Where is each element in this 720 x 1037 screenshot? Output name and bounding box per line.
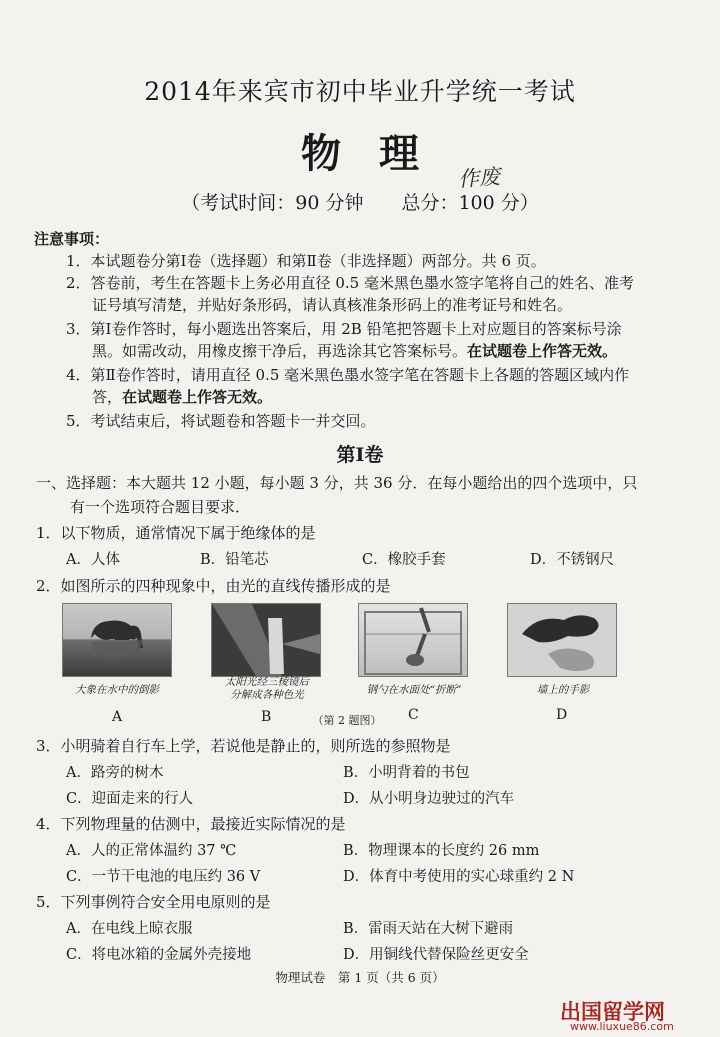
section-instruction: 一、选择题：本大题共 12 小题，每小题 3 分，共 36 分．在每小题给出的四个选项中，只 bbox=[36, 474, 638, 492]
note-number: 1． bbox=[66, 252, 91, 270]
note-text: 考试结束后，将试题卷和答题卡一并交回。 bbox=[90, 412, 376, 430]
question-3-stem: 3．小明骑着自行车上学，若说他是静止的，则所选的参照物是 bbox=[36, 737, 451, 755]
note-text: 本试题卷分第Ⅰ卷（选择题）和第Ⅱ卷（非选择题）两部分。共 6 页。 bbox=[90, 252, 546, 270]
figure-a-caption: 大象在水中的倒影 bbox=[75, 684, 159, 696]
figure-c-letter: C bbox=[408, 707, 419, 723]
figure-d-caption: 墙上的手影 bbox=[536, 684, 590, 696]
note-text: 第Ⅰ卷作答时，每小题选出答案后，用 2B 铅笔把答题卡上对应题目的答案标号涂 bbox=[90, 320, 622, 338]
q3-option-b: B．小明背着的书包 bbox=[343, 765, 470, 781]
q4-option-c: C．一节干电池的电压约 36 V bbox=[66, 869, 261, 885]
figure-b-letter: B bbox=[261, 709, 272, 725]
note-item-1 bbox=[66, 250, 546, 272]
q3-option-a: A．路旁的树木 bbox=[66, 765, 164, 781]
question-1-stem: 1．以下物质，通常情况下属于绝缘体的是 bbox=[36, 524, 316, 542]
watermark-brand: 出国留学网 bbox=[560, 1000, 665, 1024]
hand-shadow-icon bbox=[508, 604, 616, 676]
note-item-3 bbox=[66, 318, 622, 340]
part-title: 第Ⅰ卷 bbox=[336, 444, 384, 466]
note-text: 答卷前，考生在答题卡上务必用直径 0.5 毫米黑色墨水签字笔将自己的姓名、准考 bbox=[90, 274, 634, 292]
note-item-3-cont bbox=[92, 340, 617, 362]
note-text: 黑。如需改动，用橡皮擦干净后，再选涂其它答案标号。 bbox=[92, 342, 468, 360]
q1-option-a: A．人体 bbox=[66, 552, 120, 568]
question-5-stem: 5．下列事例符合安全用电原则的是 bbox=[36, 893, 271, 911]
q4-option-a: A．人的正常体温约 37 ℃ bbox=[66, 843, 237, 859]
note-item-2 bbox=[66, 272, 634, 294]
figure-a-letter: A bbox=[112, 709, 123, 725]
figure-c-spoon-photo bbox=[358, 603, 468, 677]
note-item-5 bbox=[66, 410, 376, 432]
exam-info: （考试时间：90 分钟 总分：100 分） bbox=[181, 192, 539, 214]
figure-b-prism-photo bbox=[211, 603, 321, 677]
subject-title: 物理 bbox=[301, 130, 457, 177]
figure-a-elephant-photo bbox=[62, 603, 172, 677]
note-number: 4． bbox=[66, 366, 91, 384]
prism-icon bbox=[212, 604, 320, 676]
q1-option-b: B．铅笔芯 bbox=[200, 552, 269, 568]
note-bold-warning: 在试题卷上作答无效。 bbox=[122, 388, 273, 406]
notes-heading: 注意事项： bbox=[34, 230, 110, 248]
q5-option-d: D．用铜线代替保险丝更安全 bbox=[343, 947, 529, 963]
figure-c-caption: 钢勺在水面处“折断” bbox=[366, 684, 462, 696]
figure-d-letter: D bbox=[556, 707, 568, 723]
note-item-2-cont: 证号填写清楚，并贴好条形码，请认真核准条形码上的准考证号和姓名。 bbox=[92, 296, 573, 314]
figure-d-hand-shadow-photo bbox=[507, 603, 617, 677]
q5-option-c: C．将电冰箱的金属外壳接地 bbox=[66, 947, 252, 963]
page-footer: 物理试卷 第 1 页（共 6 页） bbox=[275, 970, 445, 985]
section-instruction-cont: 有一个选项符合题目要求． bbox=[70, 498, 251, 516]
exam-title: 2014年来宾市初中毕业升学统一考试 bbox=[144, 77, 576, 106]
note-bold-warning: 在试题卷上作答无效。 bbox=[467, 342, 618, 360]
figure-label: （第 2 题图） bbox=[312, 714, 382, 727]
q5-option-a: A．在电线上晾衣服 bbox=[66, 921, 193, 937]
question-4-stem: 4．下列物理量的估测中，最接近实际情况的是 bbox=[36, 815, 346, 833]
note-number: 3． bbox=[66, 320, 91, 338]
q3-option-c: C．迎面走来的行人 bbox=[66, 791, 194, 807]
spoon-icon bbox=[359, 604, 467, 676]
question-2-stem: 2．如图所示的四种现象中，由光的直线传播形成的是 bbox=[36, 577, 391, 595]
figure-b-caption-line2: 分解成各种色光 bbox=[230, 689, 304, 701]
note-item-4-cont bbox=[92, 386, 272, 408]
handwritten-note: 作废 bbox=[457, 164, 501, 192]
note-number: 2． bbox=[66, 274, 91, 292]
note-text: 答， bbox=[92, 388, 123, 406]
note-item-4 bbox=[66, 364, 629, 386]
q1-option-c: C．橡胶手套 bbox=[362, 552, 446, 568]
note-number: 5． bbox=[66, 412, 91, 430]
q5-option-b: B．雷雨天站在大树下避雨 bbox=[343, 921, 514, 937]
watermark-url: www.liuxue86.com bbox=[570, 1020, 674, 1033]
note-text: 第Ⅱ卷作答时，请用直径 0.5 毫米黑色墨水签字笔在答题卡上各题的答题区域内作 bbox=[90, 366, 630, 384]
elephant-icon bbox=[63, 604, 171, 676]
q4-option-b: B．物理课本的长度约 26 mm bbox=[343, 843, 540, 859]
q1-option-d: D．不锈钢尺 bbox=[530, 552, 615, 568]
figure-b-caption: 太阳光经三棱镜后 bbox=[225, 676, 309, 688]
q4-option-d: D．体育中考使用的实心球重约 2 N bbox=[343, 869, 575, 885]
q3-option-d: D．从小明身边驶过的汽车 bbox=[343, 791, 515, 807]
